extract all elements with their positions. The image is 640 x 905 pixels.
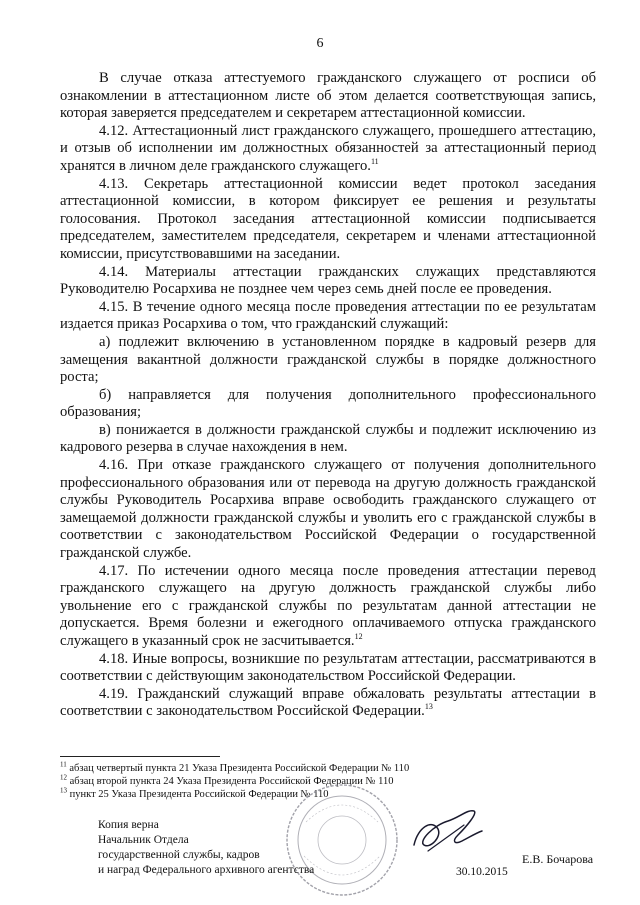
paragraph-text: а) подлежит включению в установленном порядке в кадровый резерв для замещения вакантной должности гражданской службы в порядке должностного роста; [60,333,596,386]
signer-name: Е.В. Бочарова [522,852,594,866]
paragraph-text: 4.16. При отказе гражданского служащего от получения дополнительного профессионального образования или от перевода на другую должность гражданской службы Руководитель Росархива вправе освободить гражданского служащего от замещаемой должности гражданской службы и уволить его с гражданской службы в соответствии с законодательством Российской Федерации о государственной гражданской службе. [60,457,596,562]
paragraph-4-17 [60,563,596,651]
paragraph-4-15-b [60,387,596,422]
paragraph-4-16 [60,457,596,563]
paragraph-text: 4.14. Материалы аттестации гражданских служащих представляются Руководителю Росархива не позднее чем через семь дней после ее проведения. [60,263,596,298]
certification-block [98,818,398,878]
paragraph-4-15-a [60,334,596,387]
paragraph-text: б) направляется для получения дополнительного профессионального образования; [60,386,596,421]
paragraph-4-18 [60,651,596,686]
paragraph-text: 4.17. По истечении одного месяца после проведения аттестации перевод гражданского служащего на другую должность гражданской службы либо увольнение его с гражданской службы по результатам данной аттестации не допускается. Время болезни и ежегодного оплачиваемого отпуска гражданского служащего в указанный срок не засчитывается. [60,562,596,649]
paragraph-refusal-note [60,70,596,123]
paragraph-text: 4.15. В течение одного месяца после проведения аттестации по ее результатам издается приказ Росархива о том, что гражданский служащий: [60,298,596,333]
copy-verified-label: Копия верна [98,819,159,831]
paragraph-text: В случае отказа аттестуемого гражданского служащего от росписи об ознакомлении в аттестационном листе об этом делается соответствующая запись, которая заверяется председателем и секретарем аттестационной комиссии. [60,70,596,122]
position-line-2: государственной службы, кадров [98,849,260,861]
footnote-text: пункт 25 Указа Президента Российской Федерации № 110 [69,789,329,800]
document-body [60,70,596,721]
paragraph-4-14 [60,264,596,299]
footnote-number: 12 [60,773,67,782]
paragraph-4-15-v [60,422,596,457]
certification-date: 30.10.2015 [456,866,508,878]
footnote-ref-11[interactable]: 11 [370,157,379,167]
page-number: 6 [316,36,324,51]
footnote-11 [60,762,480,775]
paragraph-text: 4.19. Гражданский служащий вправе обжаловать результаты аттестации в соответствии с законодательством Российской Федерации. [60,685,596,720]
footnote-12 [60,775,480,788]
paragraph-text: 4.13. Секретарь аттестационной комиссии ведет протокол заседания аттестационной комиссии, в котором фиксирует ее решения и результаты голосования. Протокол заседания аттестационной комиссии подписывается председателем, заместителем председателя, секретарем и членами аттестационной комиссии, присутствовавшими на заседании. [60,175,596,262]
footnote-ref-13[interactable]: 13 [424,702,433,712]
signature [408,805,486,861]
footnotes [60,762,480,801]
footnote-number: 13 [60,786,67,795]
footnote-13 [60,788,480,801]
paragraph-text: 4.18. Иные вопросы, возникшие по результатам аттестации, рассматриваются в соответствии с действующим законодательством Российской Федерации. [60,650,596,685]
paragraph-text: в) понижается в должности гражданской службы и подлежит исключению из кадрового резерва в случае нахождения в нем. [60,421,596,456]
position-line-3: и наград Федерального архивного агентства [98,864,315,876]
footnote-text: абзац четвертый пункта 21 Указа Президента Российской Федерации № 110 [69,763,410,774]
footnote-ref-12[interactable]: 12 [354,632,363,642]
paragraph-4-19 [60,686,596,721]
footnote-text: абзац второй пункта 24 Указа Президента Российской Федерации № 110 [69,776,394,787]
position-line-1: Начальник Отдела [98,834,189,846]
footnote-divider [60,756,220,757]
paragraph-4-12 [60,123,596,176]
footnote-number: 11 [60,760,67,769]
paragraph-4-13 [60,176,596,264]
paragraph-text: 4.12. Аттестационный лист гражданского служащего, прошедшего аттестацию, и отзыв об исполнении им должностных обязанностей за аттестационный период хранятся в личном деле гражданского служащего. [60,122,596,174]
paragraph-4-15 [60,299,596,334]
